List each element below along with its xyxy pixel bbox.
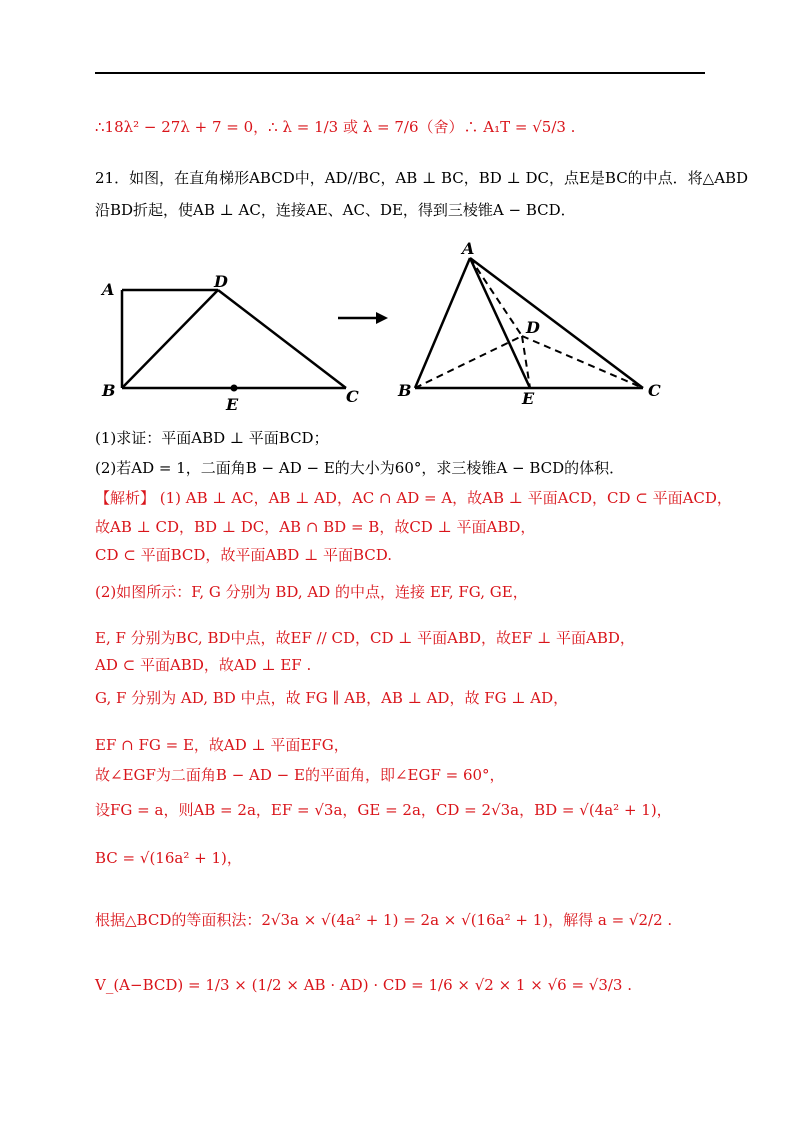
problem-statement: 21．如图，在直角梯形ABCD中，AD//BC，AB ⊥ BC，BD ⊥ DC，点E是BC的中点．将△ABD [95, 169, 749, 187]
label-C: C [648, 381, 661, 400]
solution-line: G, F 分别为 AD, BD 中点，故 FG ∥ AB，AB ⊥ AD，故 FG ⊥ AD， [95, 689, 569, 707]
solution-line: AD ⊂ 平面ABD，故AD ⊥ EF . [95, 656, 312, 674]
solution-line: 故AB ⊥ CD，BD ⊥ DC，AB ∩ BD = B，故CD ⊥ 平面ABD， [95, 518, 536, 536]
solution-line: 根据△BCD的等面积法：2√3a × √(4a² + 1) = 2a × √(16a² + 1)，解得 a = √2/2 . [95, 911, 673, 929]
solution-line: V_(A−BCD) = 1/3 × (1/2 × AB · AD) · CD = 1/6 × √2 × 1 × √6 = √3/3 . [95, 976, 633, 994]
solution-line: CD ⊂ 平面BCD，故平面ABD ⊥ 平面BCD. [95, 546, 392, 564]
question-1: (1)求证：平面ABD ⊥ 平面BCD； [95, 429, 329, 447]
solution-line: E, F 分别为BC, BD中点，故EF // CD，CD ⊥ 平面ABD，故EF ⊥ 平面ABD， [95, 629, 635, 647]
label-C: C [346, 387, 359, 406]
label-A: A [462, 240, 475, 258]
tetrahedron-diagram [397, 240, 661, 408]
solution-line: 设FG = a，则AB = 2a，EF = √3a，GE = 2a，CD = 2√3a，BD = √(4a² + 1)， [95, 801, 672, 819]
arrow-icon [338, 312, 388, 324]
label-E: E [226, 395, 239, 414]
geometry-figure [95, 240, 705, 420]
solution-line: BC = √(16a² + 1)， [95, 849, 242, 867]
solution-line: EF ∩ FG = E，故AD ⊥ 平面EFG， [95, 736, 349, 754]
label-E: E [522, 389, 535, 408]
question-2: (2)若AD = 1，二面角B − AD − E的大小为60°，求三棱锥A − BCD的体积． [95, 459, 625, 477]
solution-line: (2)如图所示：F, G 分别为 BD, AD 的中点，连接 EF, FG, GE， [95, 583, 528, 601]
label-B: B [398, 381, 412, 400]
solution-line: 【解析】 (1) AB ⊥ AC，AB ⊥ AD，AC ∩ AD = A，故AB ⊥ 平面ACD，CD ⊂ 平面ACD， [95, 489, 732, 507]
problem-statement: 沿BD折起，使AB ⊥ AC，连接AE、AC、DE，得到三棱锥A − BCD． [95, 201, 576, 219]
trapezoid-diagram [100, 272, 359, 414]
text-line: ∴18λ² − 27λ + 7 = 0，∴ λ = 1/3 或 λ = 7/6（舍）∴ A₁T = √5/3 . [95, 118, 576, 136]
solution-line: 故∠EGF为二面角B − AD − E的平面角，即∠EGF = 60°， [95, 766, 505, 784]
header-rule [95, 72, 705, 74]
label-B: B [102, 381, 116, 400]
label-D: D [214, 272, 228, 291]
label-D: D [526, 318, 540, 337]
label-A: A [102, 280, 115, 299]
